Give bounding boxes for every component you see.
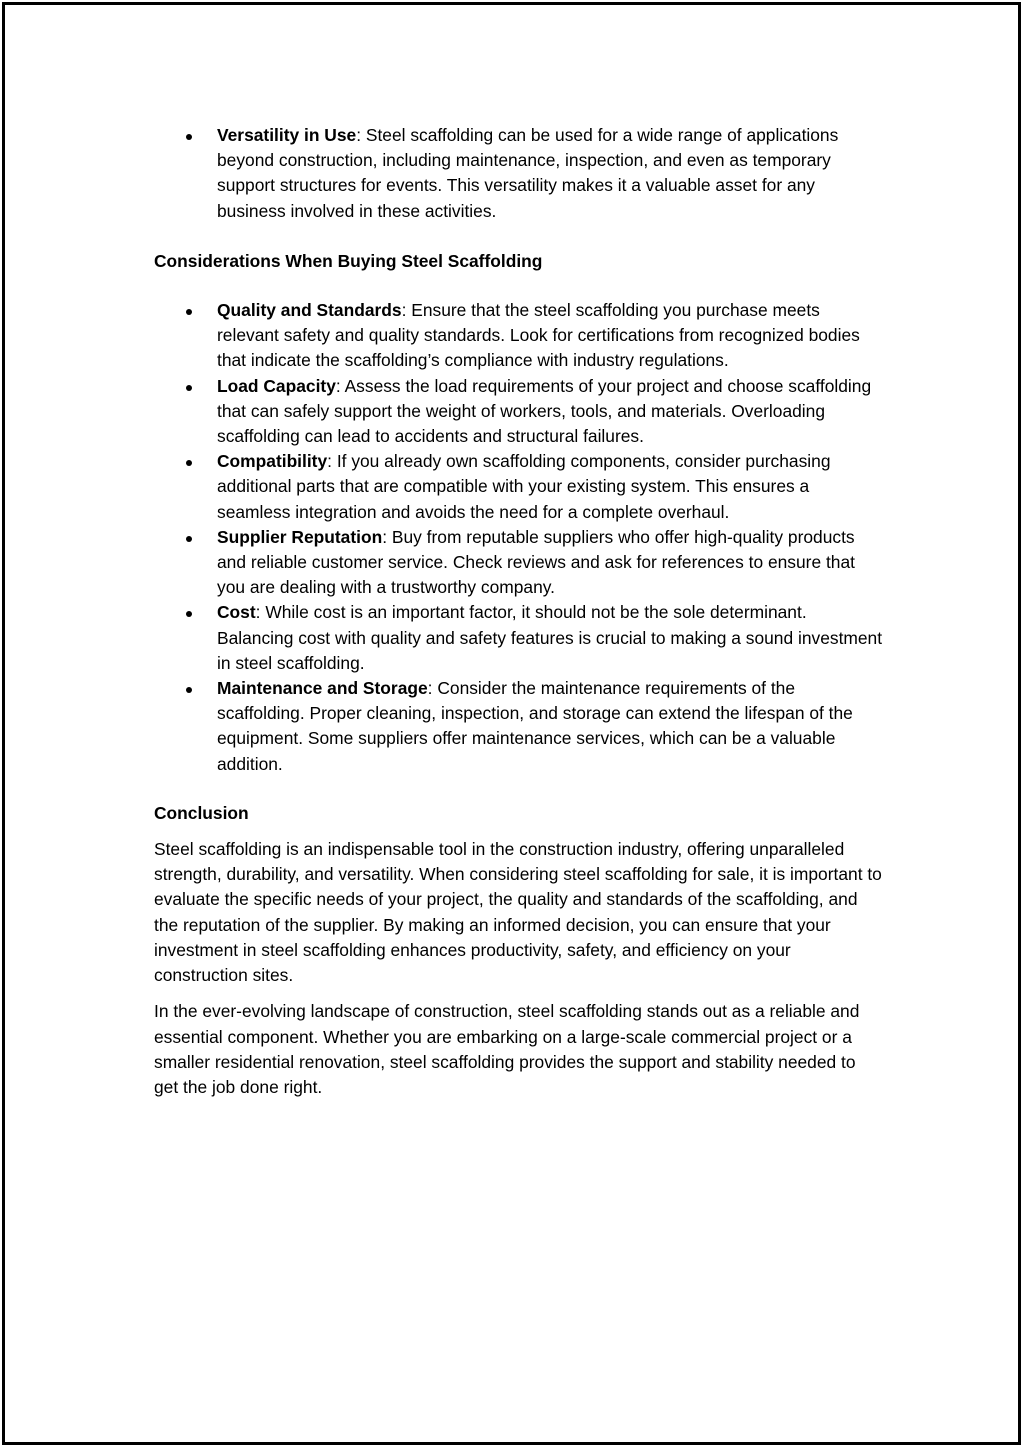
list-item: [154, 449, 884, 525]
list-item: [154, 600, 884, 676]
considerations-heading: Considerations When Buying Steel Scaffolding: [154, 250, 543, 271]
list-item-lead: Load Capacity: [217, 375, 336, 396]
bullet-icon: [186, 460, 192, 466]
list-item-lead: Quality and Standards: [217, 300, 402, 321]
list-item: [154, 676, 884, 777]
bullet-icon: [186, 536, 192, 542]
list-item-text: : If you already own scaffolding components, consider purchasing additional parts that are compatible with your existing system. This ensures a seamless integration and avoids the need for a complete overhaul.: [217, 451, 831, 522]
conclusion-paragraph: In the ever-evolving landscape of construction, steel scaffolding stands out as a reliable and essential component. Whether you are embarking on a large-scale commercial project or a smaller residential renovation, steel scaffolding provides the support and stability needed to get the job done right.: [154, 1001, 860, 1097]
bullet-icon: [186, 385, 192, 391]
bullet-icon: [186, 687, 192, 693]
list-item-text: : While cost is an important factor, it should not be the sole determinant. Balancing cost with quality and safety features is crucial to making a sound investment in steel scaffolding.: [217, 602, 883, 673]
list-item-text: : Assess the load requirements of your project and choose scaffolding that can safely support the weight of workers, tools, and materials. Overloading scaffolding can lead to accidents and structural failures.: [217, 375, 872, 447]
document-body: [154, 123, 884, 1100]
list-item: [154, 123, 884, 224]
bullet-icon: [186, 134, 192, 140]
list-item-lead: Cost: [217, 602, 256, 623]
considerations-list: [154, 298, 884, 777]
list-item-lead: Supplier Reputation: [217, 526, 383, 547]
list-item-lead: Compatibility: [217, 451, 328, 472]
conclusion-paragraph: Steel scaffolding is an indispensable tool in the construction industry, offering unparalleled strength, durability, and versatility. When considering steel scaffolding for sale, it is important to evaluate the specific needs of your project, the quality and standards of the scaffolding, and the reputation of the supplier. By making an informed decision, you can ensure that your investment in steel scaffolding enhances productivity, safety, and efficiency on your construction sites.: [154, 839, 882, 986]
bullet-icon: [186, 611, 192, 617]
list-item: [154, 298, 884, 374]
list-item-text: : Steel scaffolding can be used for a wide range of applications beyond construction, including maintenance, inspection, and even as temporary support structures for events. This versatility makes it a valuable asset for any business involved in these activities.: [217, 125, 839, 221]
list-item-lead: Maintenance and Storage: [217, 678, 428, 699]
list-item-text: : Consider the maintenance requirements of the scaffolding. Proper cleaning, inspection, and storage can extend the lifespan of the equipment. Some suppliers offer maintenance services, which can be a valuable addition.: [217, 678, 853, 774]
conclusion-heading: Conclusion: [154, 802, 249, 823]
list-item-text: : Ensure that the steel scaffolding you purchase meets relevant safety and quality standards. Look for certifications from recognized bodies that indicate the scaffolding’s compliance with industry regulations.: [217, 300, 860, 371]
bullet-icon: [186, 309, 192, 315]
list-item-text: : Buy from reputable suppliers who offer high-quality products and reliable customer service. Check reviews and ask for references to ensure that you are dealing with a trustworthy company.: [217, 526, 855, 598]
versatility-list: [154, 123, 884, 224]
list-item-lead: Versatility in Use: [217, 125, 357, 145]
list-item: [154, 374, 884, 450]
list-item: [154, 525, 884, 601]
